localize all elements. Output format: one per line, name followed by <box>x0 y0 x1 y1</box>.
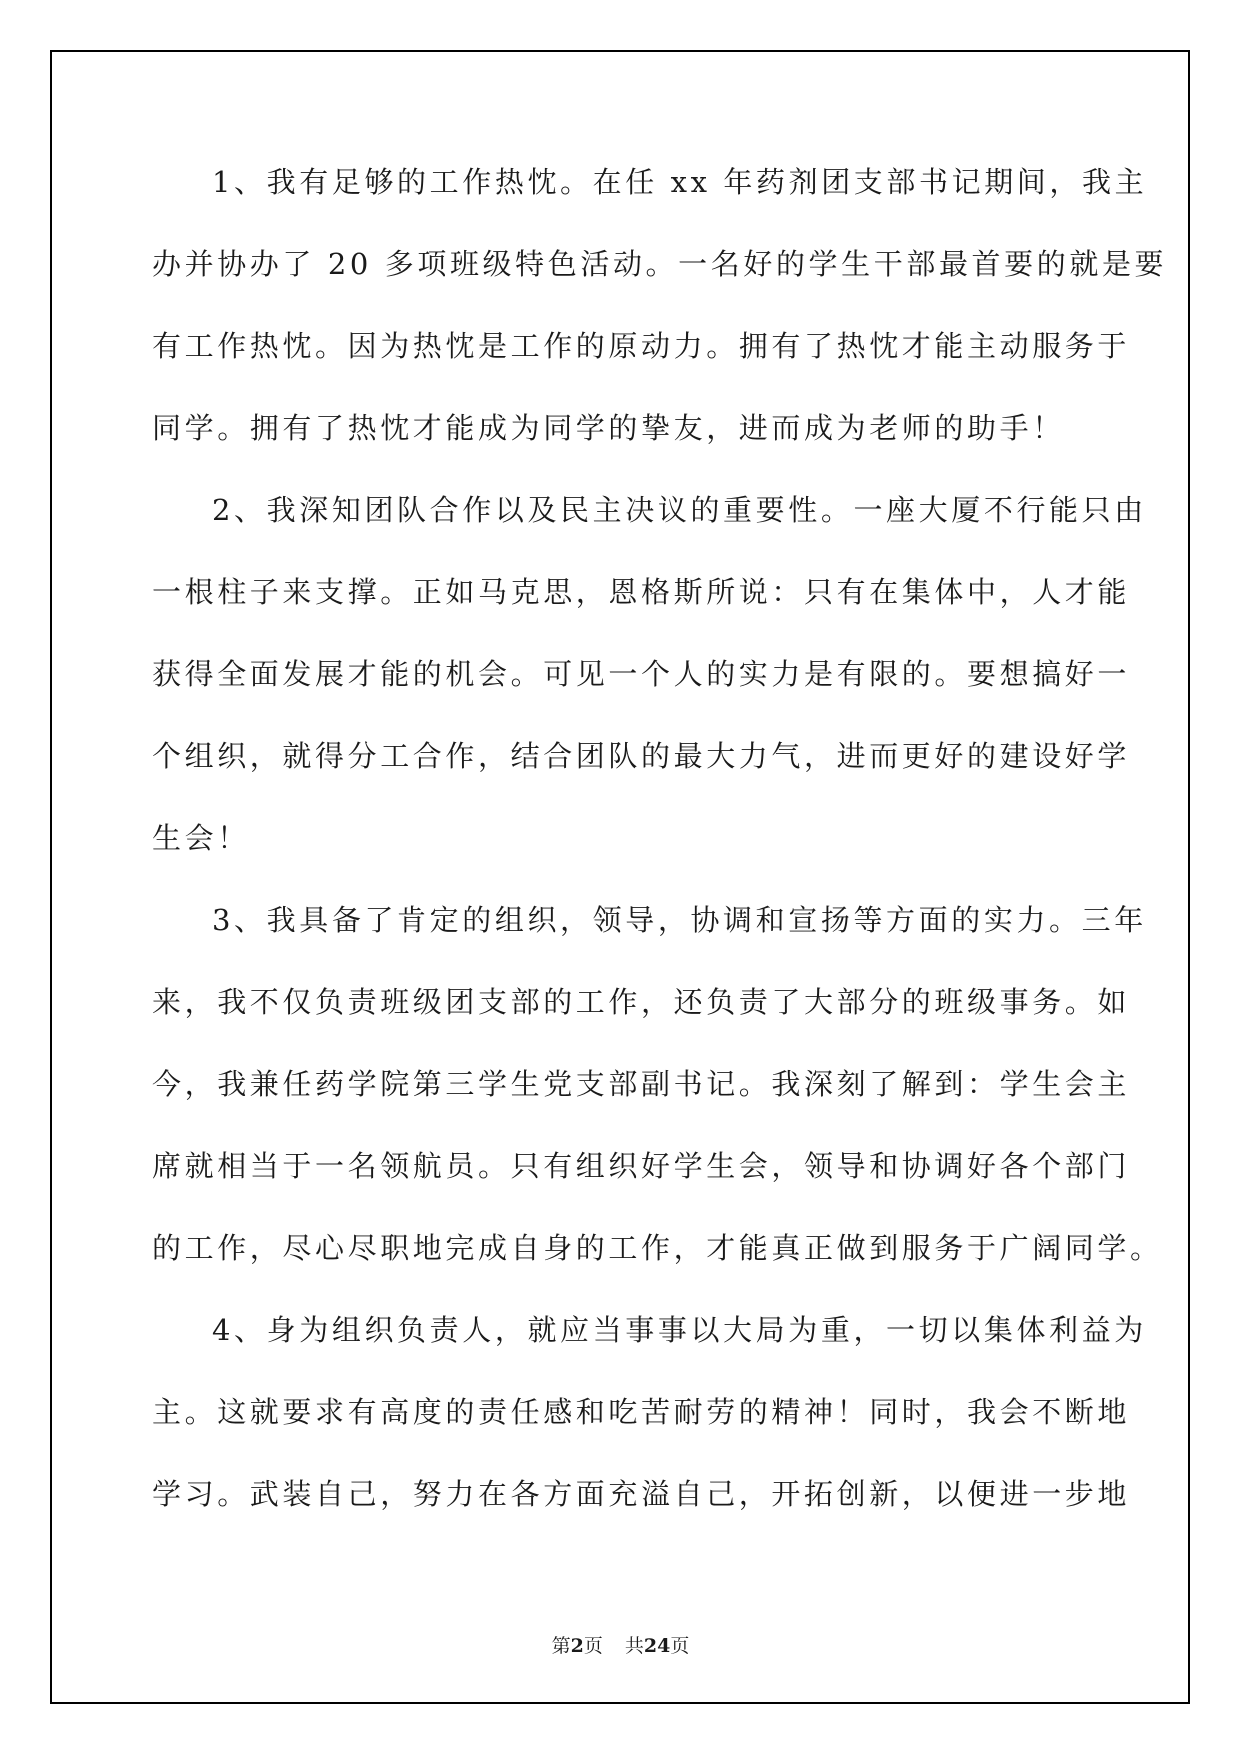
page-total-suffix: 页 <box>670 1635 690 1657</box>
paragraph-1-line-3: 有工作热忱。因为热忱是工作的原动力。拥有了热忱才能主动服务于 <box>152 329 1131 363</box>
paragraph-1-line-1: 1、我有足够的工作热忱。在任 xx 年药剂团支部书记期间，我主 <box>212 165 1148 199</box>
paragraph-3-line-2: 来，我不仅负责班级团支部的工作，还负责了大部分的班级事务。如 <box>152 985 1131 1019</box>
paragraph-2-line-1: 2、我深知团队合作以及民主决议的重要性。一座大厦不行能只由 <box>212 493 1147 527</box>
paragraph-3-line-4: 席就相当于一名领航员。只有组织好学生会，领导和协调好各个部门 <box>152 1149 1131 1183</box>
paragraph-1-line-2: 办并协办了 20 多项班级特色活动。一名好的学生干部最首要的就是要 <box>152 247 1168 281</box>
paragraph-1-line-4: 同学。拥有了热忱才能成为同学的挚友，进而成为老师的助手！ <box>152 411 1065 445</box>
paragraph-3-line-5: 的工作，尽心尽职地完成自身的工作，才能真正做到服务于广阔同学。 <box>152 1231 1163 1265</box>
paragraph-2-line-3: 获得全面发展才能的机会。可见一个人的实力是有限的。要想搞好一 <box>152 657 1131 691</box>
page-total-prefix: 共 <box>624 1635 644 1657</box>
paragraph-2-line-5: 生会！ <box>152 821 250 855</box>
paragraph-4-line-3: 学习。武装自己，努力在各方面充溢自己，开拓创新，以便进一步地 <box>152 1477 1131 1511</box>
page-number-suffix: 页 <box>583 1635 603 1657</box>
paragraph-4-line-1: 4、身为组织负责人，就应当事事以大局为重，一切以集体利益为 <box>212 1313 1147 1347</box>
paragraph-2-line-2: 一根柱子来支撑。正如马克思，恩格斯所说：只有在集体中，人才能 <box>152 575 1131 609</box>
page-number-current: 2 <box>570 1635 584 1657</box>
paragraph-3-line-1: 3、我具备了肯定的组织，领导，协调和宣扬等方面的实力。三年 <box>212 903 1147 937</box>
paragraph-3-line-3: 今，我兼任药学院第三学生党支部副书记。我深刻了解到：学生会主 <box>152 1067 1131 1101</box>
page-total-count: 24 <box>643 1635 671 1657</box>
page-number-prefix: 第 <box>551 1635 571 1657</box>
paragraph-4-line-2: 主。这就要求有高度的责任感和吃苦耐劳的精神！同时，我会不断地 <box>152 1395 1131 1429</box>
paragraph-2-line-4: 个组织，就得分工合作，结合团队的最大力气，进而更好的建设好学 <box>152 739 1131 773</box>
document-body <box>152 158 1168 1552</box>
page-footer <box>0 1631 1241 1658</box>
